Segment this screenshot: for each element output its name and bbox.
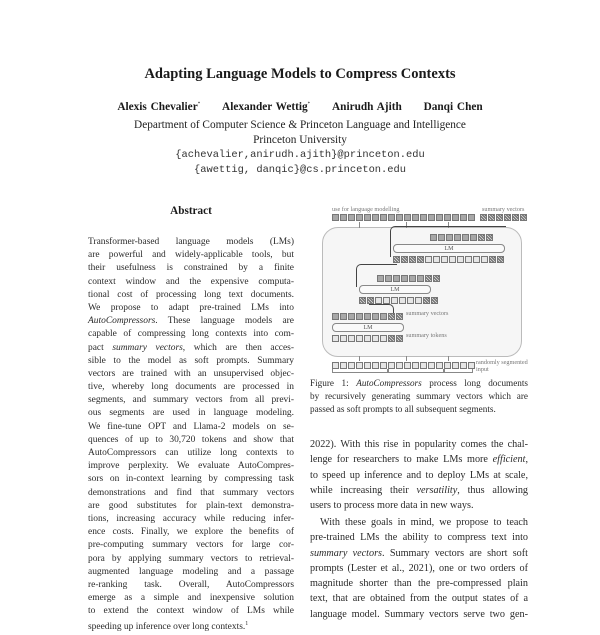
text-line: prompts (Lester et al., 2021), one or two orders of [310, 562, 528, 574]
affiliation: Department of Computer Science & Princeton Language and Intelligence [134, 119, 466, 131]
text-line: capable of compressing long contexts into com- [88, 329, 294, 340]
text-line: users to process more data in new ways. [310, 500, 474, 512]
text-line: while increasing their versatility, thus allowing [310, 484, 529, 496]
segment-bracket [332, 369, 388, 373]
author-list [0, 101, 600, 113]
text-line: by recursively generating summary vectors which are [310, 391, 528, 402]
segment2-output-row [377, 275, 440, 282]
text-line: passed as soft prompts to all subsequent segments. [310, 404, 496, 415]
text-line: We fine-tune OPT and Llama-2 models on se- [88, 421, 294, 432]
text-line: pact summary vectors, which are then acces- [88, 342, 294, 353]
text-line: ous segments are used in language modeling. [88, 408, 294, 419]
lm-box: LM [393, 244, 505, 253]
output-token-row [332, 214, 475, 221]
arrow-up-icon [359, 222, 360, 228]
text-line: 2022). With this rise in popularity comes the chal- [310, 439, 528, 450]
input-token-row [332, 362, 475, 369]
figure-label-summary-vectors-top: summary vectors [482, 206, 525, 213]
text-line: sors on in-context learning by compressing task [88, 474, 294, 485]
final-summary-vectors-row [480, 214, 527, 221]
text-line: vectors are trained with an unsupervised objec- [88, 368, 294, 379]
text-line: their usefulness is constrained by a finite [88, 263, 294, 274]
text-line: ence costs. Finally, we explore the benefits of [88, 527, 294, 538]
abstract-text [88, 236, 294, 632]
author: Anirudh Ajith [332, 101, 402, 113]
body-paragraph [310, 437, 528, 513]
text-line: language model. Summary vectors serve two gen- [310, 608, 528, 620]
figure-label-language-modelling: use for language modelling [332, 206, 400, 213]
text-line: quences of up to 30,720 tokens and show that [88, 434, 294, 445]
body-paragraph [310, 515, 528, 622]
summary-connector [369, 304, 394, 313]
text-line: re-ranking task. Overall, AutoCompressors [88, 579, 294, 590]
figure-1-diagram [330, 207, 530, 372]
text-line: text, that are obtained from the output states of a [310, 593, 528, 605]
segment-bracket [388, 369, 444, 373]
lm-box: LM [359, 285, 431, 294]
text-line: segments, and summary vectors from all previ- [88, 395, 294, 406]
text-line: We propose to adapt pre-trained LMs into [88, 302, 294, 313]
text-line: AutoCompressors can utilize long contexts to [88, 448, 294, 458]
text-line: lenge for researchers to make LMs more efficient, [310, 454, 528, 466]
author: Danqi Chen [423, 101, 483, 113]
text-line: sible to the model as soft prompts. Summary [88, 355, 294, 366]
text-line: are powerful and widely-applicable tools, but [88, 250, 294, 261]
text-line: tive, whereby long documents are processed in [88, 382, 294, 393]
author: Alexis Chevalier* [117, 101, 201, 113]
text-line: augmented language modeling and a passage [88, 566, 294, 577]
text-line: to speed up inference and to deploy LMs at scale, [310, 469, 528, 481]
affiliation-university: Princeton University [253, 134, 347, 146]
email-line: {achevalier,anirudh.ajith}@princeton.edu [175, 149, 425, 161]
text-line: tions, increasing accuracy while reducing infer- [88, 513, 294, 524]
figure-label-summary-vectors: summary vectors [406, 310, 449, 317]
segment3-input-row [393, 256, 504, 263]
email-line: {awettig, danqic}@cs.princeton.edu [193, 164, 406, 176]
text-line: to extend the context window of LMs while [88, 606, 294, 617]
text-line: demonstrations and find that summary vectors [88, 487, 294, 498]
abstract-heading: Abstract [170, 205, 212, 217]
figure-label-summary-tokens: summary tokens [406, 332, 447, 339]
text-line: improve perplexity. We evaluate AutoCompres- [88, 461, 294, 472]
text-line: tional cost of processing long text documents. [88, 289, 294, 300]
paper-title: Adapting Language Models to Compress Contexts [144, 66, 456, 82]
segment-bracket [444, 369, 473, 373]
text-line: context window and the expensive computa- [88, 276, 294, 287]
summary-vectors-row [332, 313, 403, 320]
segment2-input-row [359, 297, 438, 304]
arrow-up-icon [448, 356, 449, 361]
figure-label-input: randomly segmented input [476, 359, 528, 373]
text-line: AutoCompressors. These language models are [88, 316, 294, 327]
text-line: pre-trained LMs the ability to compress text into [310, 532, 528, 544]
text-line: pora by applying summary vectors to retrieval- [88, 553, 294, 564]
lm-box: LM [332, 323, 404, 332]
figure-caption [310, 377, 528, 417]
author: Alexander Wettig* [222, 101, 311, 113]
text-line: With these goals in mind, we propose to teach [320, 517, 528, 528]
arrow-up-icon [359, 356, 360, 361]
text-line: emerge as a simple and inexpensive solution [88, 593, 294, 604]
segment3-output-row [430, 234, 493, 241]
text-line: magnitude shorter than the pre-compressed plain [310, 578, 528, 590]
summary-tokens-row [332, 335, 403, 342]
text-line: are good substitutes for plain-text demonstra- [88, 500, 294, 511]
text-line: summary vectors. Summary vectors are short soft [310, 547, 528, 559]
text-line: Figure 1: AutoCompressors process long documents [310, 378, 528, 388]
text-line: pre-computing summary vectors for large cor- [88, 540, 294, 551]
text-line: Transformer-based language models (LMs) [88, 237, 294, 247]
text-line: speeding up inference over long contexts.$^1$ [88, 621, 249, 633]
arrow-up-icon [406, 356, 407, 361]
